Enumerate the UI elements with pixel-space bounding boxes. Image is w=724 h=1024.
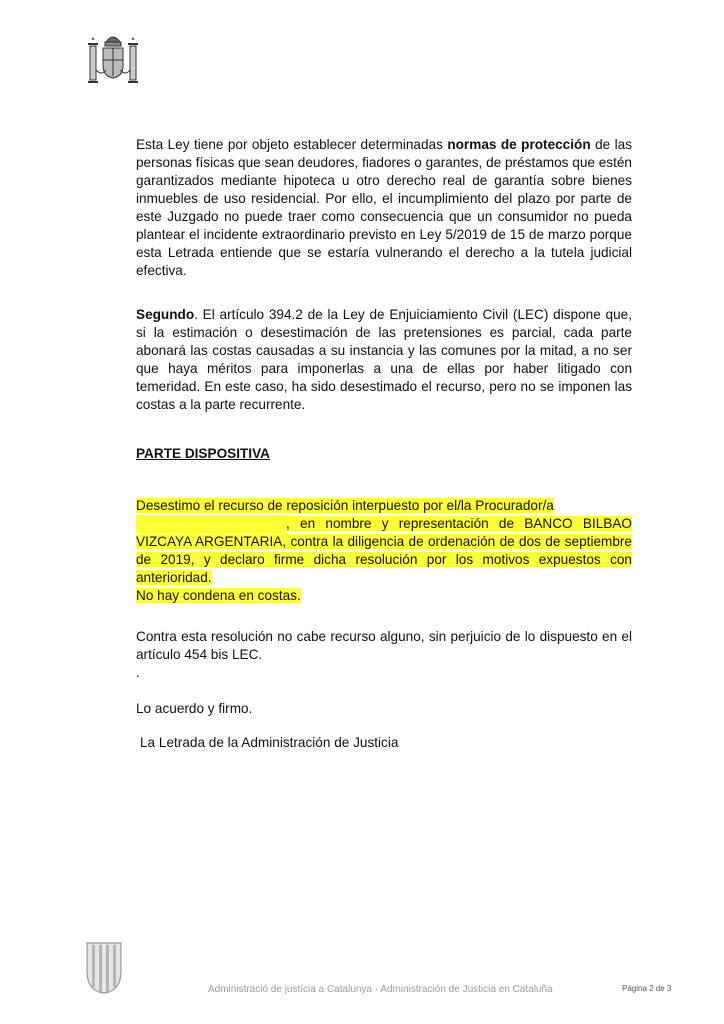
section-heading: PARTE DISPOSITIVA xyxy=(136,446,270,461)
paragraph-object-of-law xyxy=(136,136,632,280)
paragraph2-text: . El artículo 394.2 de la Ley de Enjuiciamiento Civil (LEC) dispone que, si la estimación o desestimación de las pretensiones es parcial, cada parte abonará las costas causadas a su instancia y las comunes por la mitad, a no ser que haya méritos para imponerlas a una de ellas por haber litigado con temeridad. En este caso, ha sido desestimado el recurso, pero no se imponen las costas a la parte recurrente. xyxy=(136,307,632,412)
paragraph1-bold: normas de protección xyxy=(447,137,591,152)
costs-line: No hay condena en costas. xyxy=(136,588,301,603)
paragraph2-bold: Segundo xyxy=(136,307,195,322)
procurador-blank xyxy=(136,515,286,533)
spain-coat-of-arms-icon xyxy=(86,30,140,90)
ruling-line1: Desestimo el recurso de reposición interpuesto por el/la Procurador/a xyxy=(136,498,554,513)
appeal-text: Contra esta resolución no cabe recurso alguno, sin perjuicio de lo dispuesto en el artículo 454 bis LEC. xyxy=(136,629,632,662)
footer-text: Administració de justícia a Catalunya · Administración de Justicia en Cataluña xyxy=(208,984,553,995)
appeal-paragraph xyxy=(136,628,632,682)
catalonia-senyera-icon xyxy=(84,940,124,996)
paragraph-segundo xyxy=(136,306,632,414)
paragraph1-text-b: de las personas físicas que sean deudores, fiadores o garantes, de préstamos que estén garantizados mediante hipoteca u otro derecho real de garantía sobre bienes inmuebles de uso residencial. Por ello, el incumplimiento del plazo por parte de este Juzgado no puede traer como consecuencia que un consumidor no pueda plantear el incidente extraordinario previsto en Ley 5/2019 de 15 de marzo porque esta Letrada entiende que se estaría vulnerando el derecho a la tutela judicial efectiva. xyxy=(136,137,632,278)
agreement-line: Lo acuerdo y firmo. xyxy=(136,701,253,716)
signature-line: La Letrada de la Administración de Justicia xyxy=(140,735,399,750)
ruling-line2: , en nombre y representación de BANCO BILBAO VIZCAYA ARGENTARIA, contra la diligencia de ordenación de dos de septiembre de 2019, y declaro firme dicha resolución por los motivos expuestos con anterioridad. xyxy=(136,516,632,585)
dot: . xyxy=(136,665,140,680)
ruling-paragraph xyxy=(136,497,632,605)
paragraph1-text-a: Esta Ley tiene por objeto establecer determinadas xyxy=(136,137,448,152)
page-number: Página 2 de 3 xyxy=(622,984,672,993)
